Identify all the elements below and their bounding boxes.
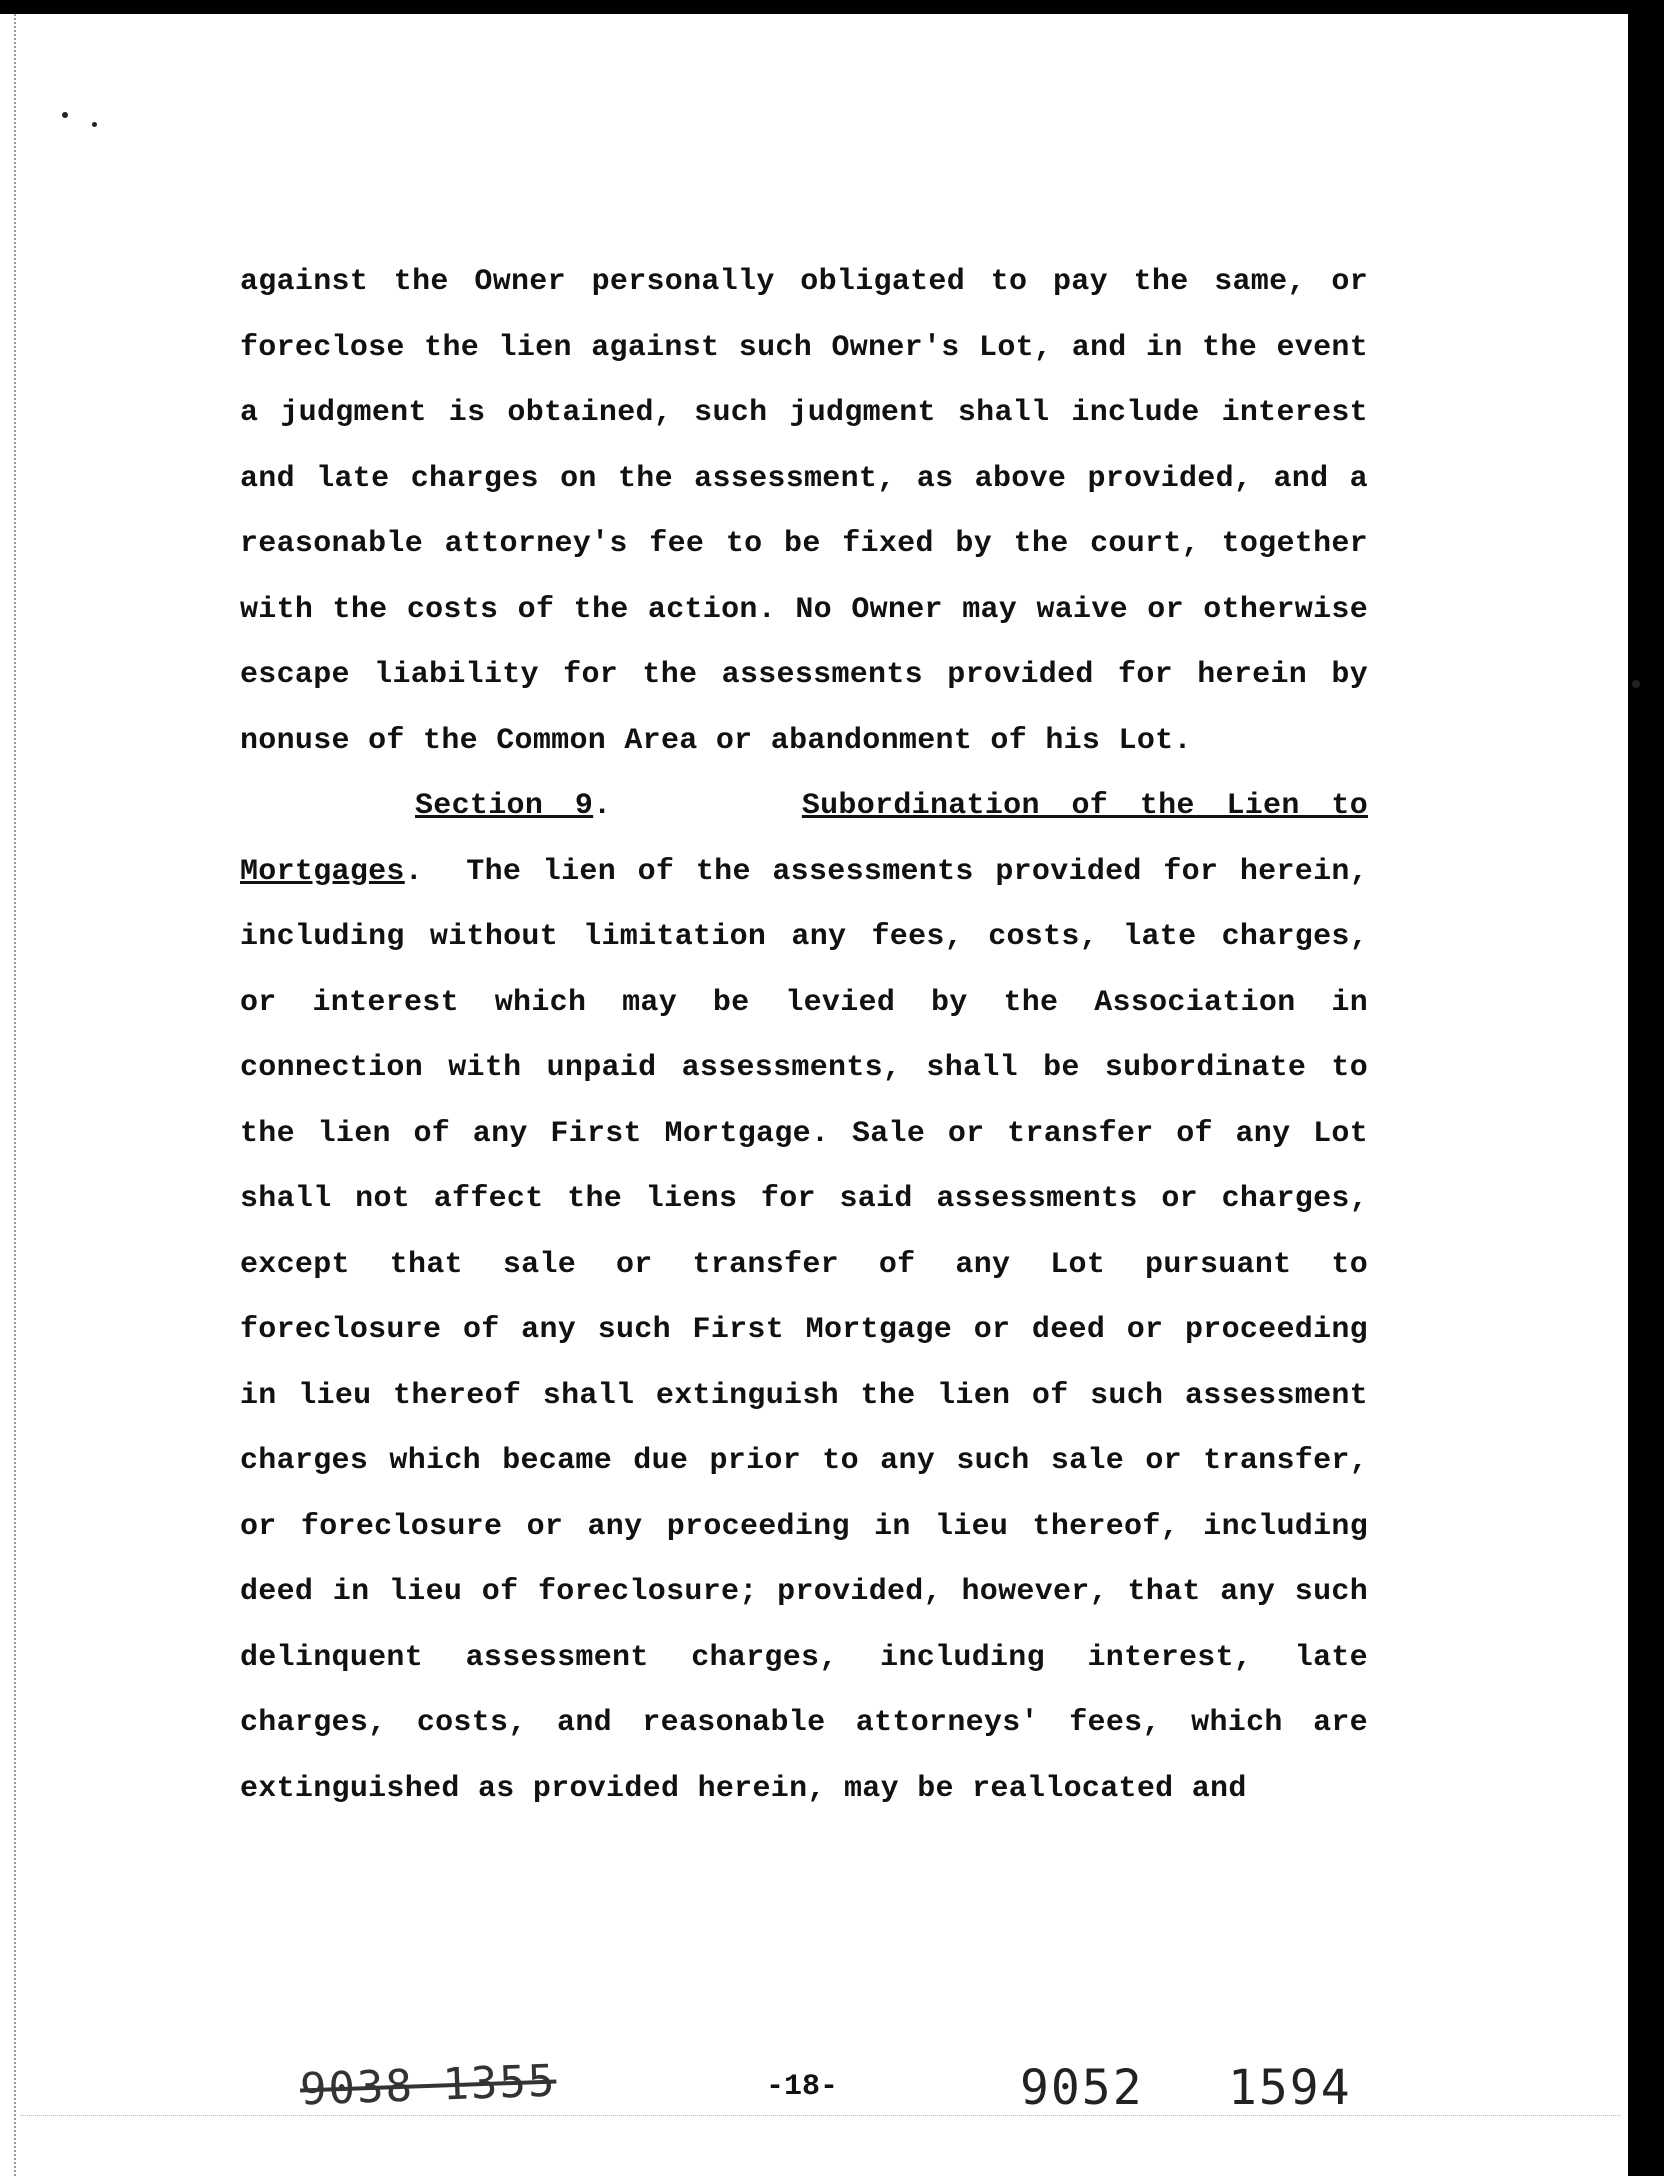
page-footer — [0, 2055, 1664, 2120]
book-page-number: 1594 — [1228, 2060, 1352, 2116]
scan-edge-bottom — [20, 2115, 1620, 2176]
scan-speck — [92, 122, 97, 127]
section-number: Section 9 — [415, 789, 594, 823]
section-heading: Subordination of the Lien to Mortgages — [240, 789, 1368, 889]
scan-edge-top — [0, 0, 1664, 14]
section-number-period: . — [593, 789, 612, 823]
scan-edge-right — [1628, 0, 1664, 2176]
section-heading-period: . — [404, 854, 424, 889]
scan-speck — [62, 112, 68, 118]
document-body — [240, 250, 1368, 1822]
section-body: The lien of the assessments provided for herein, including without limitation any fees, costs, late charges, or interest which may be levied by the Association in connection with unpaid assessments, shall be subordinate to the lien of any First Mortgage. Sale or transfer of any Lot shall not affect the liens for said assessments or charges, except that sale or transfer of any Lot pursuant to foreclosure of any such First Mortgage or deed or proceeding in lieu thereof shall extinguish the lien of such assessment charges which became due prior to any such sale or transfer, or foreclosure or any proceeding in lieu thereof, including deed in lieu of foreclosure; provided, however, that any such delinquent assessment charges, including interest, late charges, costs, and reasonable attorneys' fees, which are extinguished as provided herein, may be reallocated and — [240, 854, 1368, 1806]
book-number: 9052 — [1020, 2060, 1144, 2116]
page-number: -18- — [766, 2070, 839, 2104]
scan-speck — [1632, 680, 1640, 688]
scan-edge-left — [0, 14, 16, 2176]
struck-record-number: 9038 1355 — [299, 2055, 558, 2116]
section-9-paragraph — [240, 774, 1368, 1822]
paragraph-continued: against the Owner personally obligated to pay the same, or foreclose the lien against such Owner's Lot, and in the event a judgment is obtained, such judgment shall include interest and late charges on the assessment, as above provided, and a reasonable attorney's fee to be fixed by the court, together with the costs of the action. No Owner may waive or otherwise escape liability for the assessments provided for herein by nonuse of the Common Area or abandonment of his Lot. — [240, 265, 1368, 758]
